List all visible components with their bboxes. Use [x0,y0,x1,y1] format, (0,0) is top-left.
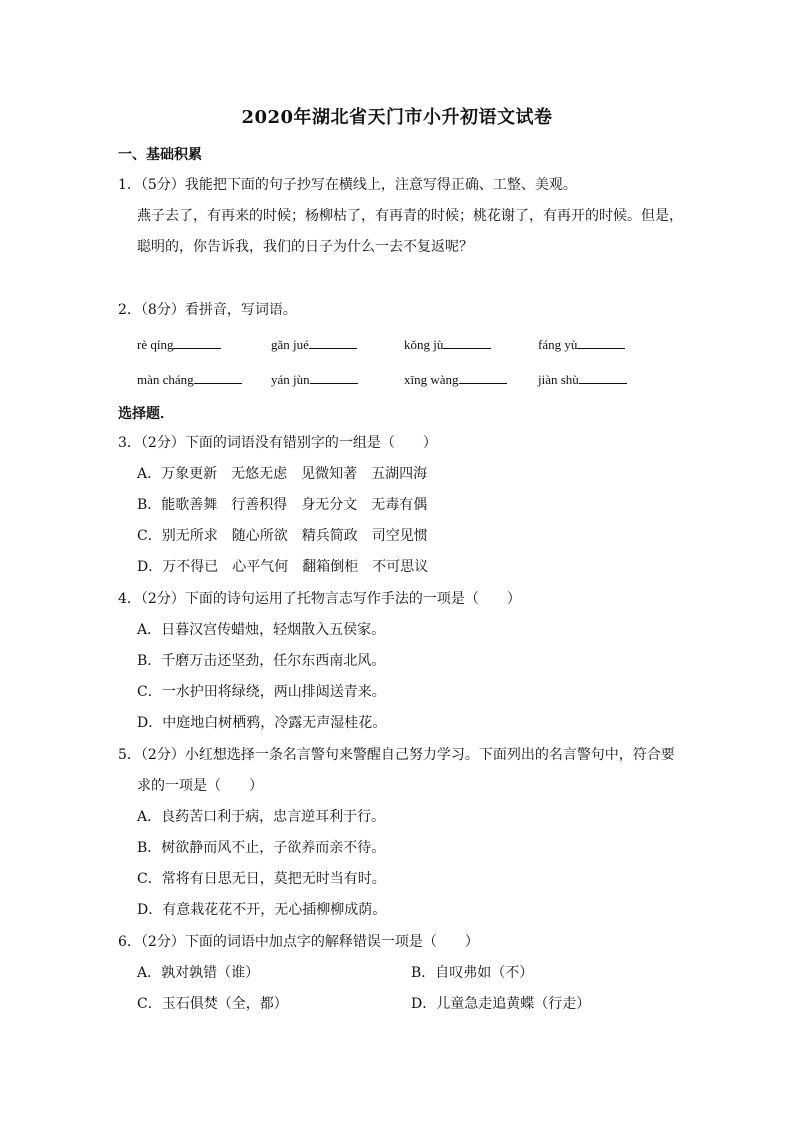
answer-blank[interactable] [459,371,507,384]
question-4-stem: 4．（2分）下面的诗句运用了托物言志写作手法的一项是（ ） [118,591,521,607]
pinyin-text: yán jùn [271,372,310,387]
option-4b[interactable]: B．千磨万击还坚劲，任尔东西南北风。 [137,653,386,669]
answer-blank[interactable] [173,336,221,349]
question-5-stem-line1: 5．（2分）小红想选择一条名言警句来警醒自己努力学习。下面列出的名言警句中，符合要 [118,747,675,763]
option-letter: C． [137,528,162,544]
section-heading-basics: 一、基础积累 [118,147,202,163]
option-word: 精兵简政 [301,528,358,544]
pinyin-item [404,371,507,388]
option-word: 万象更新 [161,466,218,482]
option-4a[interactable]: A．日暮汉宫传蜡烛，轻烟散入五侯家。 [137,622,386,638]
pinyin-text: gǎn jué [271,337,309,352]
option-letter: B． [137,497,162,513]
option-3d[interactable] [137,558,442,576]
option-word: 随心所欲 [231,528,288,544]
pinyin-text: jiàn shù [538,372,579,387]
pinyin-text: rè qíng [137,337,174,352]
option-word: 无毒有偶 [371,497,428,513]
question-5-stem-line2: 求的一项是（ ） [137,778,263,794]
option-3a[interactable] [137,465,441,483]
option-6b[interactable]: B．自叹弗如（不） [411,965,534,981]
option-letter: A． [137,466,162,482]
option-word: 翻箱倒柜 [302,559,359,575]
option-6d[interactable]: D．儿童急走追黄蝶（行走） [411,996,591,1012]
option-6a[interactable]: A．孰对孰错（谁） [137,965,260,981]
question-1-stem: 1．（5分）我能把下面的句子抄写在横线上，注意写得正确、工整、美观。 [118,177,577,193]
option-word: 五湖四海 [371,466,428,482]
question-2-stem: 2．（8分）看拼音，写词语。 [118,302,297,318]
question-1-text-line2: 聪明的，你告诉我，我们的日子为什么一去不复返呢？ [137,239,473,255]
pinyin-item [137,336,221,353]
answer-blank[interactable] [194,371,242,384]
pinyin-text: fáng yù [538,337,578,352]
option-word: 司空见惯 [371,528,428,544]
pinyin-text: màn cháng [137,372,194,387]
option-5b[interactable]: B．树欲静而风不止，子欲养而亲不待。 [137,840,386,856]
option-word: 能歌善舞 [161,497,218,513]
answer-blank[interactable] [577,336,625,349]
pinyin-item [404,336,491,353]
pinyin-item [271,371,358,388]
answer-blank[interactable] [309,336,357,349]
option-word: 无悠无虑 [231,466,288,482]
option-3b[interactable] [137,496,441,514]
pinyin-text: kǒng jù [404,337,444,352]
question-6-stem: 6．（2分）下面的词语中加点字的解释错误一项是（ ） [118,934,479,950]
pinyin-item [271,336,357,353]
option-letter: D． [137,559,163,575]
option-word: 不可思议 [372,559,429,575]
option-word: 别无所求 [161,528,218,544]
answer-blank[interactable] [579,371,627,384]
pinyin-item [538,336,625,353]
option-4c[interactable]: C．一水护田将绿绕，两山排闼送青来。 [137,684,386,700]
option-word: 身无分文 [301,497,358,513]
option-word: 行善积得 [231,497,288,513]
option-5c[interactable]: C．常将有日思无日，莫把无时当有时。 [137,871,386,887]
page-title: 2020年湖北省天门市小升初语文试卷 [241,107,553,128]
pinyin-item [538,371,627,388]
option-5a[interactable]: A．良药苦口利于病，忠言逆耳利于行。 [137,809,386,825]
answer-blank[interactable] [443,336,491,349]
question-1-text-line1: 燕子去了，有再来的时候；杨柳枯了，有再青的时候；桃花谢了，有再开的时候。但是， [137,208,683,224]
option-6c[interactable]: C．玉石俱焚（全，都） [137,996,288,1012]
pinyin-text: xīng wàng [404,372,459,387]
pinyin-item [137,371,242,388]
option-word: 万不得已 [162,559,219,575]
section-heading-choice: 选择题． [118,406,174,422]
option-3c[interactable] [137,527,442,545]
option-5d[interactable]: D．有意栽花花不开，无心插柳柳成荫。 [137,902,387,918]
answer-blank[interactable] [310,371,358,384]
option-word: 心平气何 [232,559,289,575]
question-3-stem: 3．（2分）下面的词语没有错别字的一组是（ ） [118,435,437,451]
option-word: 见微知著 [301,466,358,482]
option-4d[interactable]: D．中庭地白树栖鸦，冷露无声湿桂花。 [137,715,387,731]
